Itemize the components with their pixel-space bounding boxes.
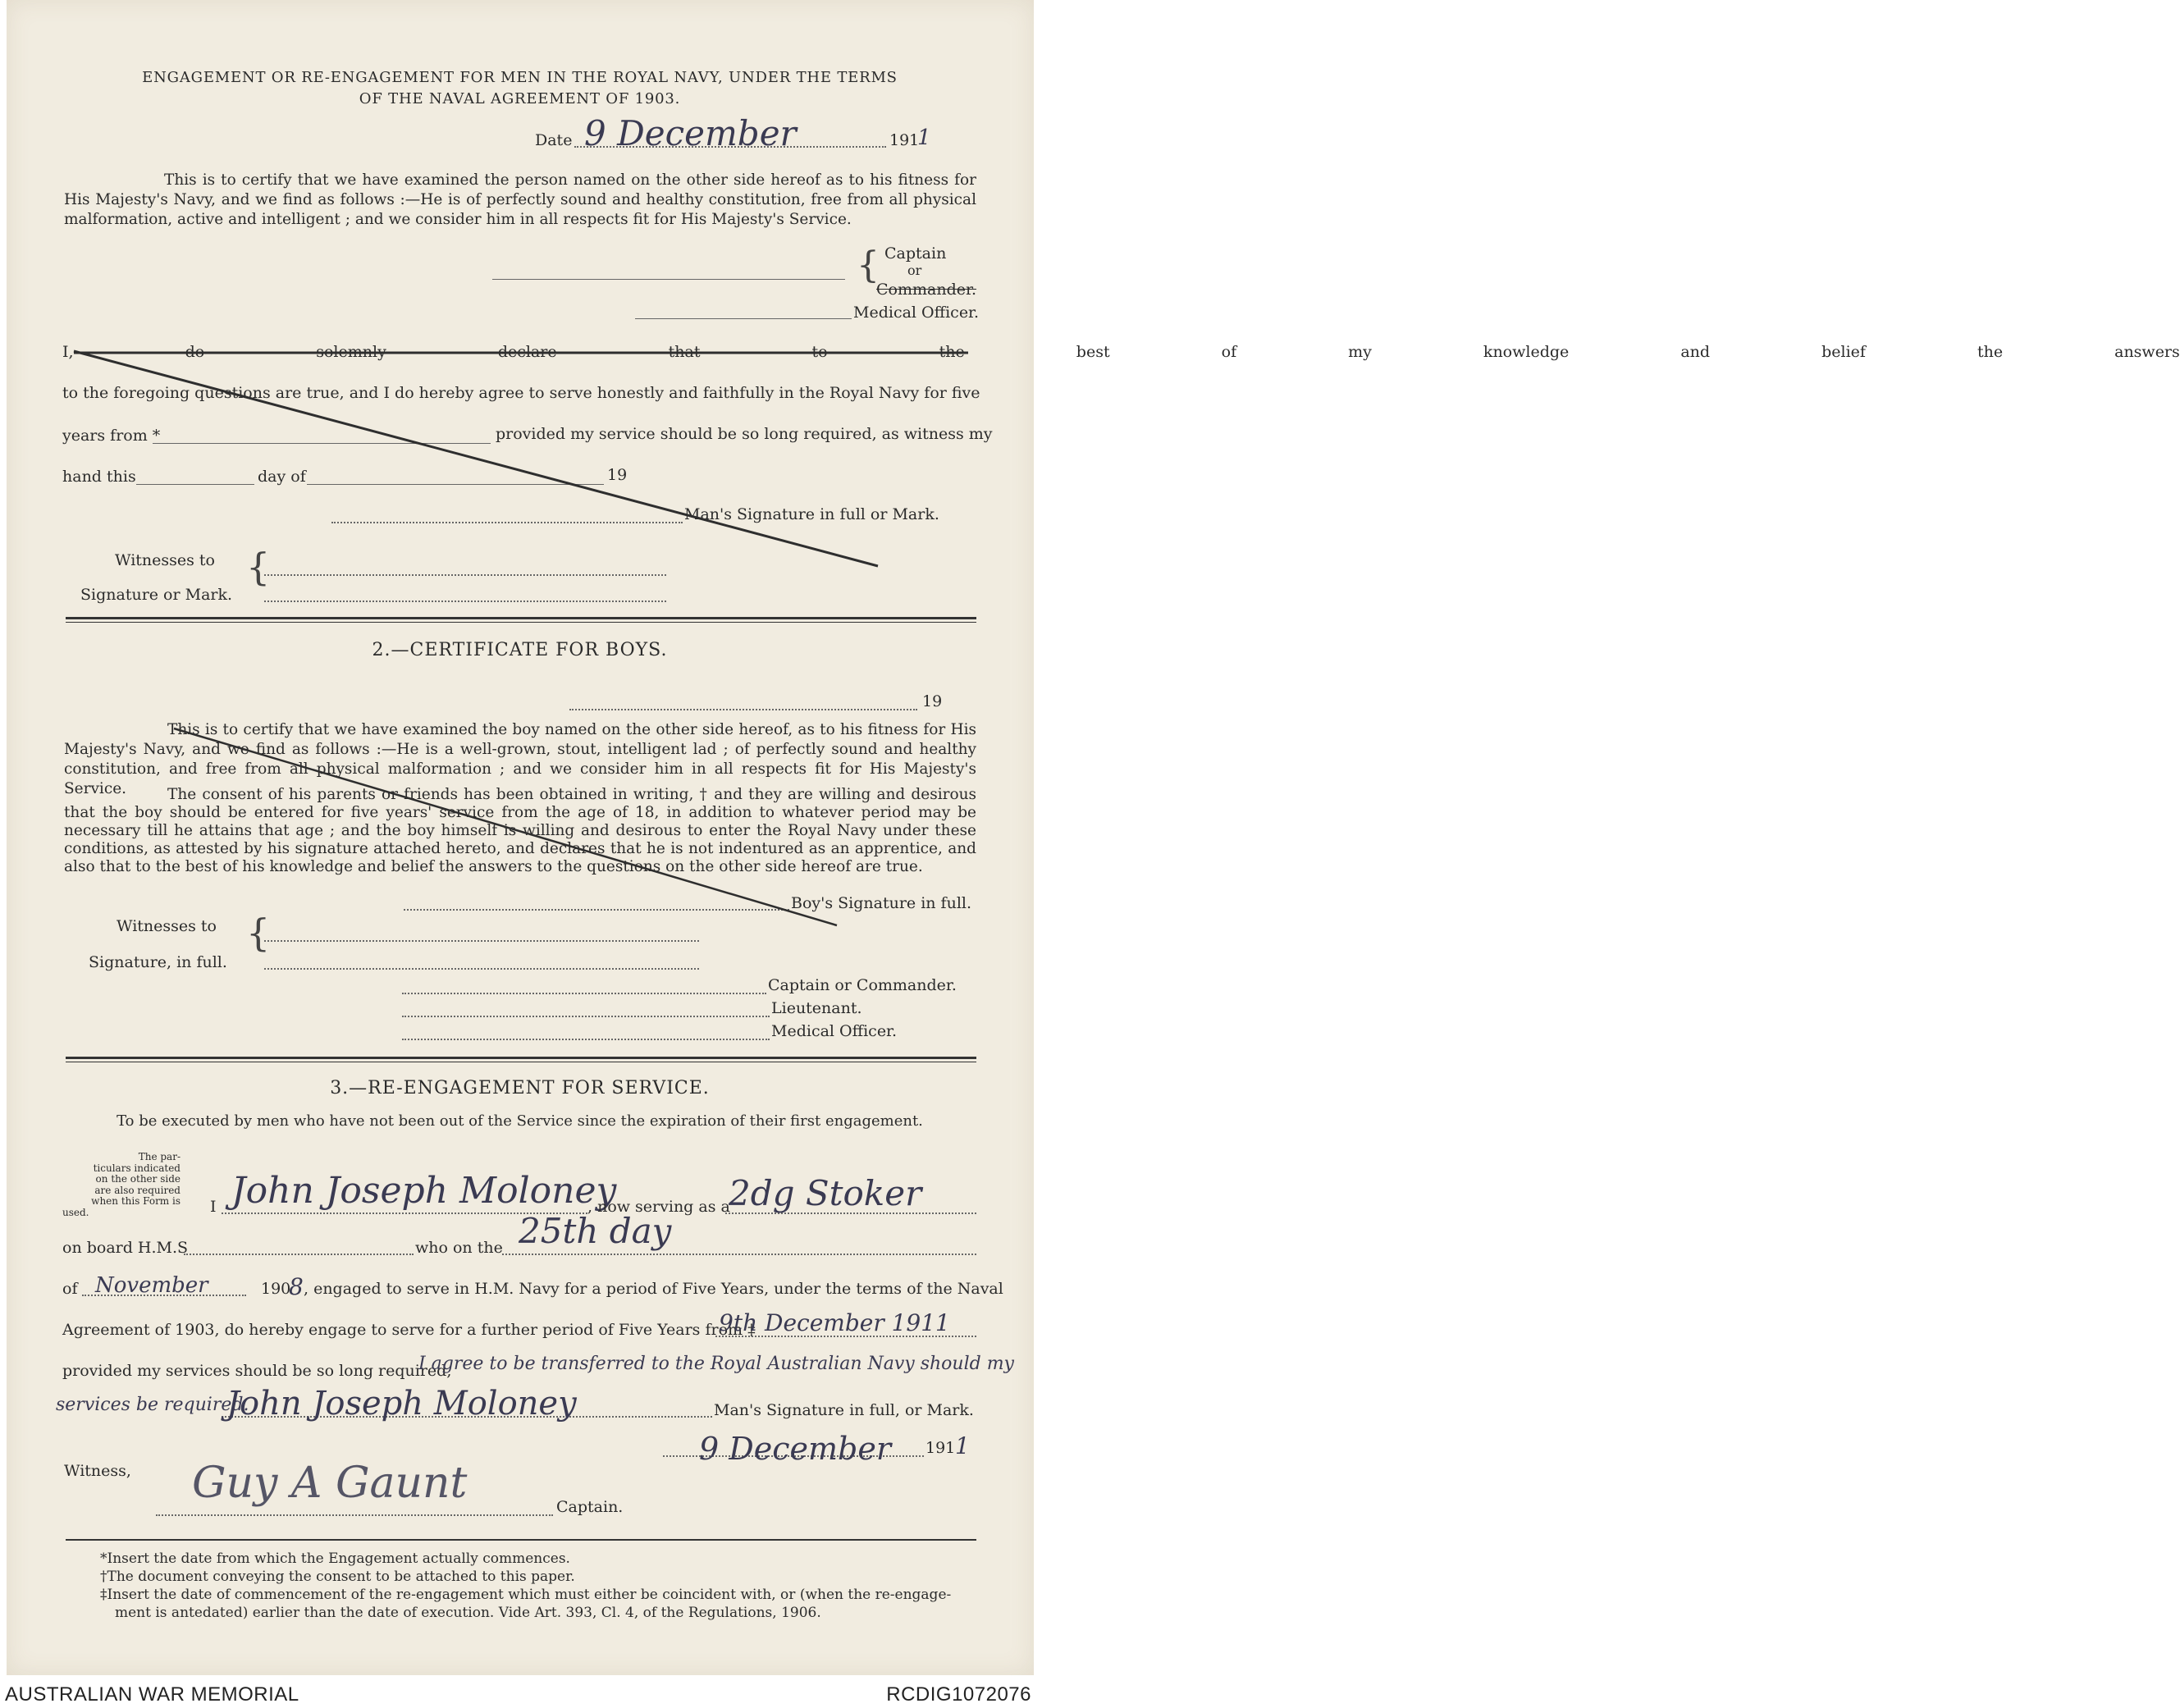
man-signature-label: Man's Signature in full or Mark. [684,505,939,523]
boys-signature-line [404,909,789,911]
footnote-2: †The document conveying the consent to be attached to this paper. [100,1569,575,1585]
agreement-text: Agreement of 1903, do hereby engage to serve for a further period of Five Years from ‡ [62,1321,756,1339]
day-handwritten: 25th day [519,1211,672,1251]
s2-medical-officer-label: Medical Officer. [771,1022,898,1040]
lieutenant-label: Lieutenant. [771,999,862,1017]
rating-handwritten: 2dg Stoker [729,1173,922,1213]
footnote-3: ‡Insert the date of commencement of the re-engagement which must either be coincident with, or (when the re-engage- [100,1587,952,1603]
captain-label: Captain [884,244,947,263]
year-handwritten: 8 [289,1273,304,1300]
s2-witnesses-to-label: Witnesses to [117,917,217,935]
captain-signature-line [492,279,845,280]
boys-para1: This is to certify that we have examined the boy named on the other side hereof, as to his fitness for His Majesty's Navy, and we find as follows :—He is a well-grown, stout, intelligent lad ; of perfectly sound and healthy constitution, and free from all physical malformation ; and we consider him in all respects fit for His Majesty's Service. [64,721,976,797]
side-note-line: are also required [94,1184,181,1196]
year-prefix: 190 [261,1280,291,1298]
s2-signature-in-full-label: Signature, in full. [89,953,227,971]
month-handwritten: November [95,1273,208,1298]
section3-heading: 3.—RE-ENGAGEMENT FOR SERVICE. [330,1078,710,1098]
commander-label: Commander. [876,281,977,299]
witness-signature-handwritten: Guy A Gaunt [192,1459,468,1508]
captain-brace: { [857,244,880,286]
section3-subheading: To be executed by men who have not been out of the Service since the expiration of their first engagement. [117,1112,923,1130]
side-note-line: ticulars indicated [93,1162,181,1174]
who-on-the-label: who on the [415,1239,503,1257]
certify-paragraph: This is to certify that we have examined the person named on the other side hereof as to his fitness for His Majesty's Navy, and we find as follows :—He is of perfectly sound and healthy constitution, free from all physical malformation, active and intelligent ; and we consider him in all respects fit for His Majesty's Service. [64,171,976,228]
year19-label: 19 [607,466,628,484]
date-year: 191 [889,131,920,149]
captain-commander-label: Captain or Commander. [768,976,957,994]
witness-captain-label: Captain. [556,1498,624,1516]
side-note-line: when this Form is [91,1195,181,1207]
date-year-handwritten: 1 [917,126,931,150]
witness-label: Witness, [64,1462,131,1480]
witnesses-to-label: Witnesses to [115,551,215,569]
section2-year19: 19 [922,692,943,710]
signature-or-mark-label: Signature or Mark. [80,586,233,604]
foregoing-line: to the foregoing questions are true, and I do hereby agree to serve honestly and faithfully in the Royal Navy for five [62,384,980,402]
ship-line [184,1254,414,1255]
of-label: of [62,1280,78,1298]
s3-date-year-handwritten: 1 [955,1432,970,1459]
lieutenant-line [402,1016,770,1017]
s2-witnesses-brace: { [246,911,271,955]
s3-date-handwritten: 9 December [699,1431,891,1467]
section2-date-line [569,709,917,710]
services-handwritten: services be required. [56,1395,249,1415]
section2-heading: 2.—CERTIFICATE FOR BOYS. [372,640,668,660]
s2-medical-officer-line [402,1039,770,1040]
side-note-line: The par- [138,1151,181,1162]
witnesses-brace: { [246,545,271,589]
provided-text: provided my services should be so long required, [62,1362,452,1380]
witness-line-1 [264,574,666,576]
man-signature-line [331,522,683,523]
boys-para2: The consent of his parents or friends has been obtained in writing, † and they are willing and desirous that the boy should be entered for five years' service from the age of 18, in addition to whatever period may be necessary till he attains that age ; and the boy himself is willing and desirous to enter the Royal Navy under these conditions, as attested by his signature attached hereto, and declares that he is not indentured as an apprentice, and also that to the best of his knowledge and belief the answers to the questions on the other side hereof are true. [64,786,976,875]
s2-witness-line-2 [264,968,699,970]
date-handwritten: 9 December [584,113,797,153]
signature-handwritten: John Joseph Moloney [226,1385,577,1423]
provided-handwritten: I agree to be transferred to the Royal Australian Navy should my [418,1354,1014,1374]
medical-officer-label: Medical Officer. [853,304,980,322]
witness-captain-line [156,1514,553,1516]
form-title-line1: ENGAGEMENT OR RE-ENGAGEMENT FOR MEN IN THE ROYAL NAVY, UNDER THE TERMS [142,69,898,86]
on-board-label: on board H.M.S [62,1239,189,1257]
hand-this-label: hand this [62,468,136,486]
engaged-text: , engaged to serve in H.M. Navy for a period of Five Years, under the terms of the Naval [304,1280,1003,1298]
date-label: Date [535,131,573,149]
provided-label: provided my service should be so long required, as witness my [496,425,993,443]
years-from-label: years from * [62,427,161,445]
now-serving-label: , now serving as a [587,1198,730,1216]
day-of-line [307,484,604,485]
captain-commander-line [402,993,766,994]
or-label: or [907,263,922,278]
form-title-line2: OF THE NAVAL AGREEMENT OF 1903. [359,90,681,107]
section-divider-2 [66,1057,976,1062]
hand-this-line [136,484,254,485]
from-handwritten: 9th December 1911 [719,1309,950,1336]
footer-institution: AUSTRALIAN WAR MEMORIAL [5,1683,299,1706]
declare-line: I, do solemnly declare that to the best of my knowledge and belief the answers [62,343,2180,361]
footnote-4: ment is antedated) earlier than the date of execution. Vide Art. 393, Cl. 4, of the Regulations, 1906. [115,1605,821,1621]
medical-officer-line [635,318,852,319]
s2-witness-line-1 [264,940,699,942]
witness-line-2 [264,601,666,602]
s3-man-signature-label: Man's Signature in full, or Mark. [714,1401,974,1419]
years-from-line [153,443,491,444]
name-handwritten: John Joseph Moloney [231,1170,617,1212]
day-of-label: day of [258,468,306,486]
footnote-1: *Insert the date from which the Engagement actually commences. [100,1550,570,1567]
footnote-divider [66,1539,976,1541]
side-note-line: used. [62,1206,89,1218]
side-note [62,1152,181,1218]
side-note-line: on the other side [95,1173,181,1185]
day-line [502,1254,976,1255]
i-label: I [210,1198,217,1216]
footer-record-id: RCDIG1072076 [886,1683,1031,1706]
s3-date-year: 191 [925,1439,956,1457]
section-divider-1 [66,617,976,623]
boys-signature-label: Boy's Signature in full. [791,894,972,912]
